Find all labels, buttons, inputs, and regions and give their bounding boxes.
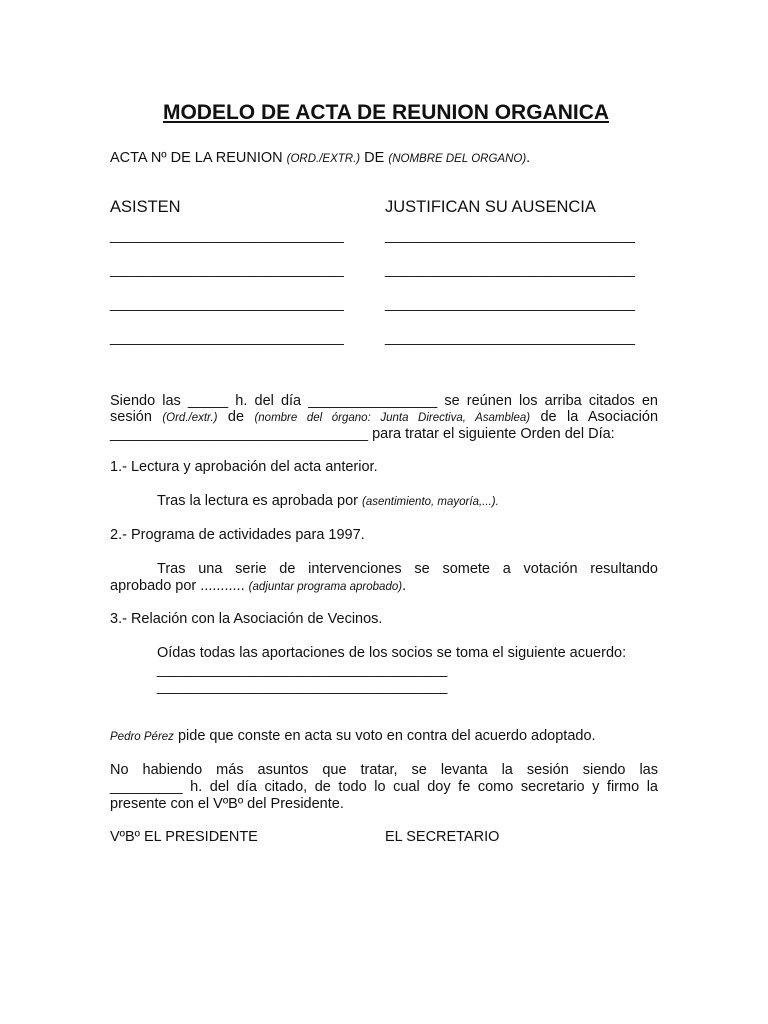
ausencia-line: _______________________________ [385,296,635,312]
intro-sesion: sesión [110,409,152,425]
item-1-placeholder: (asentimiento, mayoría,...). [362,496,499,508]
intro-session-type-placeholder: (Ord./extr.) [162,412,218,424]
closing-line-3: presente con el VºBº del Presidente. [110,796,344,812]
agenda-item-2-line-2 [110,578,406,596]
intro-line-1: Siendo las _____ h. del día ________________ se reúnen los arriba citados en [110,393,658,409]
closing-line-1: No habiendo más asuntos que tratar, se levanta la sesión siendo las [110,762,658,778]
acta-heading-line [110,150,530,168]
asisten-heading: ASISTEN [110,198,181,216]
agreement-blank-line: ____________________________________ [157,662,448,678]
president-signature-label: VºBº EL PRESIDENTE [110,829,258,845]
acta-number-label: ACTA Nº DE LA REUNION [110,150,283,166]
acta-type-placeholder: (ORD./EXTR.) [286,153,361,165]
agenda-item-2: 2.- Programa de actividades para 1997. [110,527,365,543]
ausencia-line: _______________________________ [385,262,635,278]
agenda-item-1: 1.- Lectura y aprobación del acta anterior. [110,459,378,475]
asisten-line: _____________________________ [110,228,344,244]
acta-de-label: DE [364,150,385,166]
item-1-text: Tras la lectura es aprobada por [157,493,358,509]
closing-line-2: _________ h. del día citado, de todo lo cual doy fe como secretario y firmo la [110,779,658,795]
intro-de: de [227,409,245,425]
secretary-signature-label: EL SECRETARIO [385,829,500,845]
vote-text: pide que conste en acta su voto en contra del acuerdo adoptado. [177,728,596,744]
ausencia-line: _______________________________ [385,228,635,244]
item-2-aprobado: aprobado por ........... [110,578,245,594]
item-2-period: . [402,578,407,594]
agenda-item-2-line-1: Tras una serie de intervenciones se somete a votación resultando [157,561,658,577]
intro-line-3: ________________________________ para tratar el siguiente Orden del Día: [110,426,615,442]
intro-organ-placeholder: (nombre del órgano: Junta Directiva, Asamblea) [254,412,531,424]
acta-period: . [526,150,531,166]
vote-against-line [110,728,596,746]
intro-asociacion: de la Asociación [540,409,659,425]
voter-name: Pedro Pérez [110,731,174,743]
asisten-line: _____________________________ [110,330,344,346]
asisten-line: _____________________________ [110,296,344,312]
justifican-heading: JUSTIFICAN SU AUSENCIA [385,198,596,216]
agenda-item-3-line-1: Oídas todas las aportaciones de los socios se toma el siguiente acuerdo: [157,645,627,661]
agenda-item-1-text [157,493,499,511]
item-2-placeholder: (adjuntar programa aprobado) [248,581,403,593]
ausencia-line: _______________________________ [385,330,635,346]
asisten-line: _____________________________ [110,262,344,278]
organ-name-placeholder: (NOMBRE DEL ORGANO) [388,153,527,165]
agenda-item-3: 3.- Relación con la Asociación de Vecinos. [110,611,383,627]
document-title: MODELO DE ACTA DE REUNION ORGANICA [162,101,610,124]
intro-line-2 [110,409,658,427]
agreement-blank-line: ____________________________________ [157,679,448,695]
